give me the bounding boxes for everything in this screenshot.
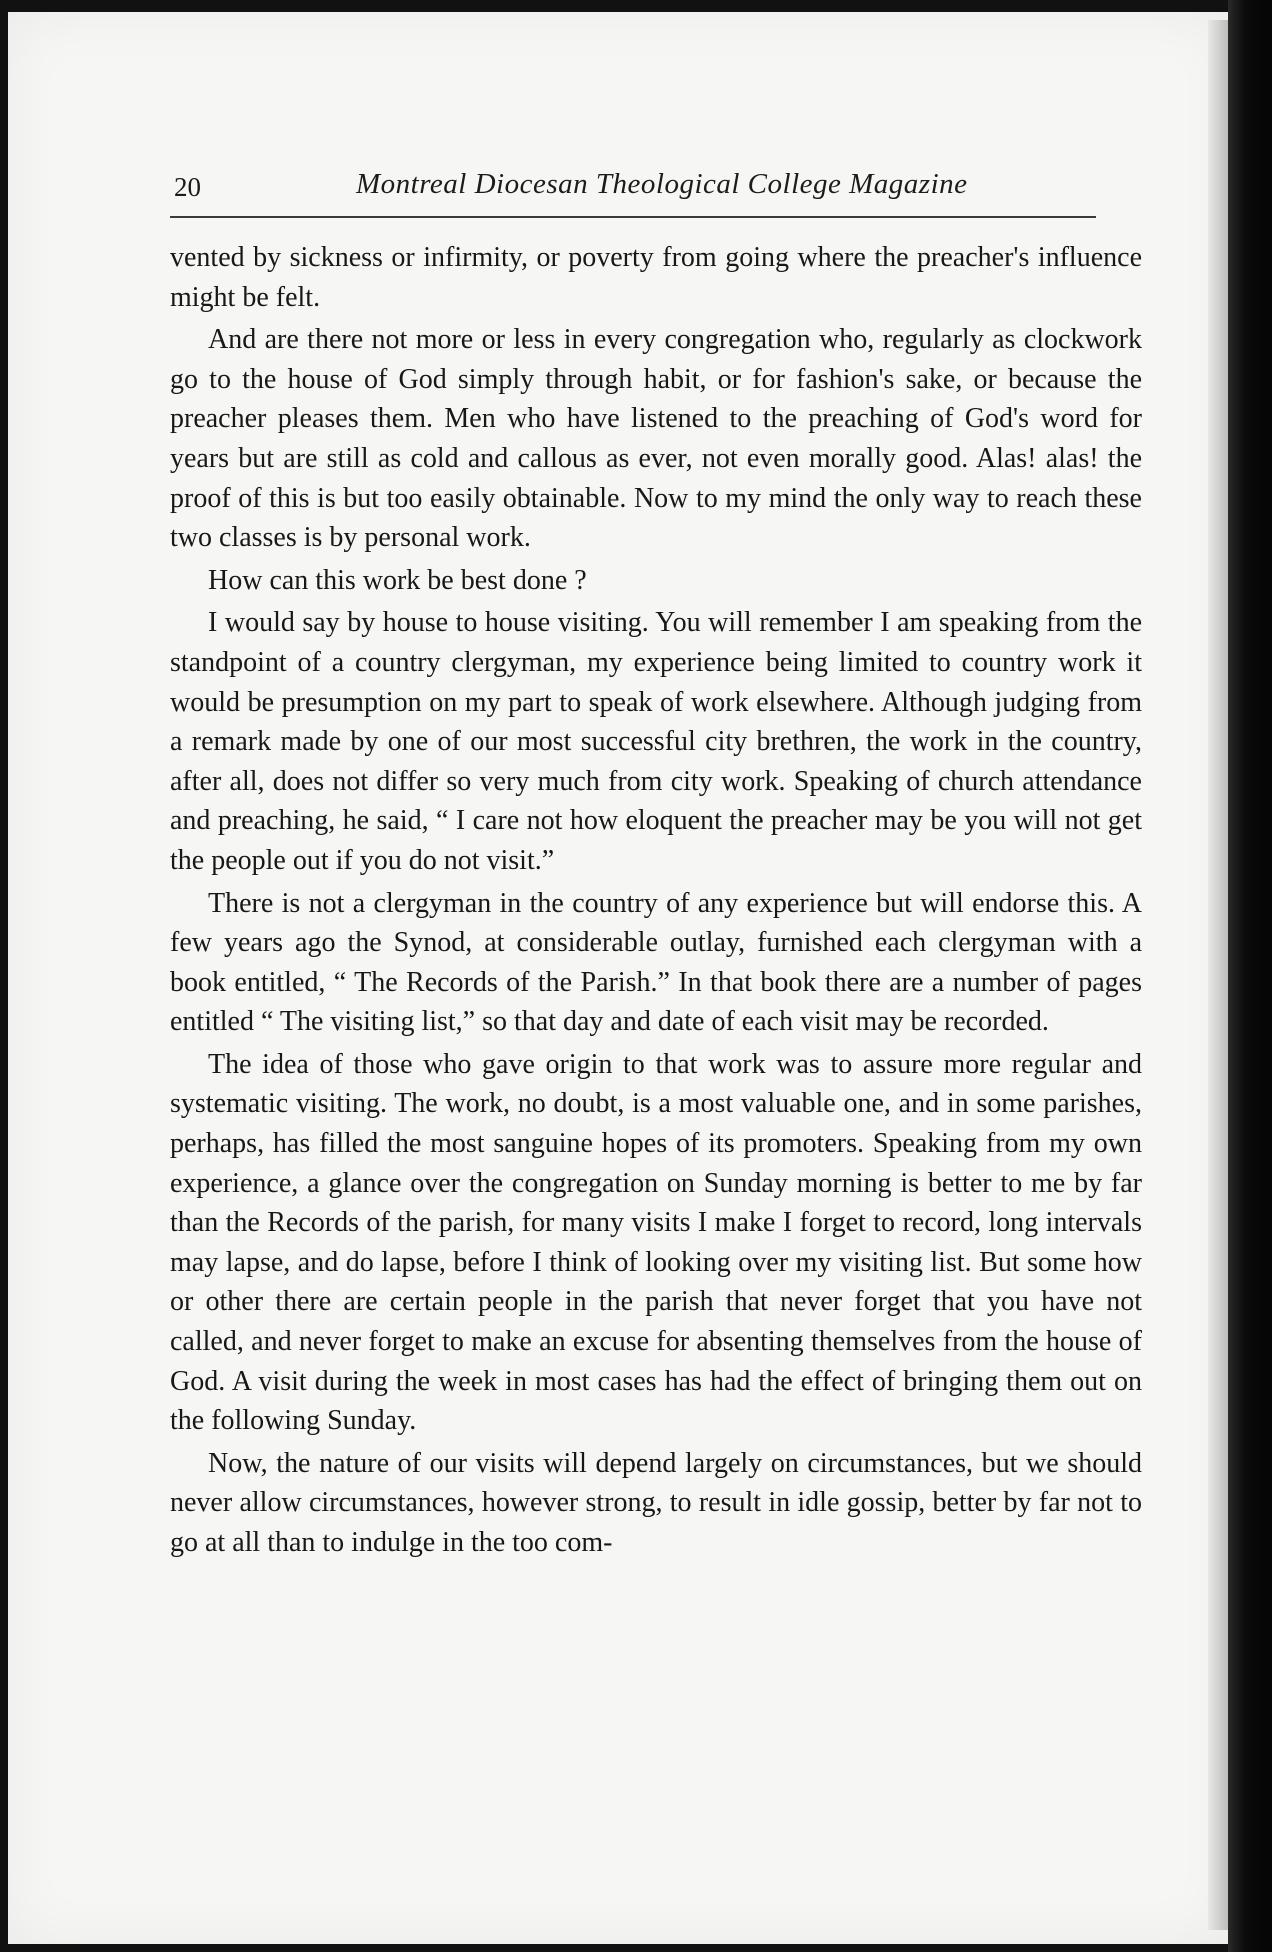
paragraph-continuation: vented by sickness or infirmity, or poverty from going where the preacher's influence might be felt. (170, 242, 1142, 313)
running-title: Montreal Diocesan Theological College Magazine (356, 168, 968, 200)
book-gutter (1228, 0, 1272, 1952)
page-header (170, 168, 1096, 212)
paragraph: And are there not more or less in every congregation who, regularly as clockwork go to the house of God simply through habit, or for fashion's sake, or because the preacher pleases them. Men who have listened to the preaching of God's word for years but are still as cold and callous as ever, not even morally good. Alas! alas! the proof of this is but too easily obtainable. Now to my mind the only way to reach these two classes is by personal work. (170, 324, 1142, 554)
paragraph: I would say by house to house visiting. You will remember I am speaking from the standpoint of a country clergyman, my experience being limited to country work it would be presumption on my part to speak of work elsewhere. Although judging from a remark made by one of our most successful city brethren, the work in the country, after all, does not differ so very much from city work. Speaking of church attendance and preaching, he said, “ I care not how eloquent the preacher may be you will not get the people out if you do not visit.” (170, 607, 1142, 876)
paragraph: How can this work be best done ? (208, 564, 587, 596)
paragraph: The idea of those who gave origin to that work was to assure more regular and systematic visiting. The work, no doubt, is a most valuable one, and in some parishes, perhaps, has filled the most sanguine hopes of its promoters. Speaking from my own experience, a glance over the congregation on Sunday morning is better to me by far than the Records of the parish, for many visits I make I forget to record, long intervals may lapse, and do lapse, before I think of looking over my visiting list. But some how or other there are certain people in the parish that never forget that you have not called, and never forget to make an excuse for absenting themselves from the house of God. A visit during the week in most cases has had the effect of bringing them out on the following Sunday. (170, 1048, 1142, 1437)
paragraph: Now, the nature of our visits will depend largely on circumstances, but we should never allow circumstances, however strong, to result in idle gossip, better by far not to go at all than to indulge in the too com- (170, 1447, 1142, 1558)
article-body (170, 238, 1142, 1566)
page-number: 20 (174, 172, 201, 202)
header-rule (170, 216, 1096, 218)
page-edge (1208, 20, 1228, 1930)
paragraph: There is not a clergyman in the country of any experience but will endorse this. A few years ago the Synod, at considerable outlay, furnished each clergyman with a book entitled, “ The Records of the Parish.” In that book there are a number of pages entitled “ The visiting list,” so that day and date of each visit may be recorded. (170, 887, 1142, 1038)
